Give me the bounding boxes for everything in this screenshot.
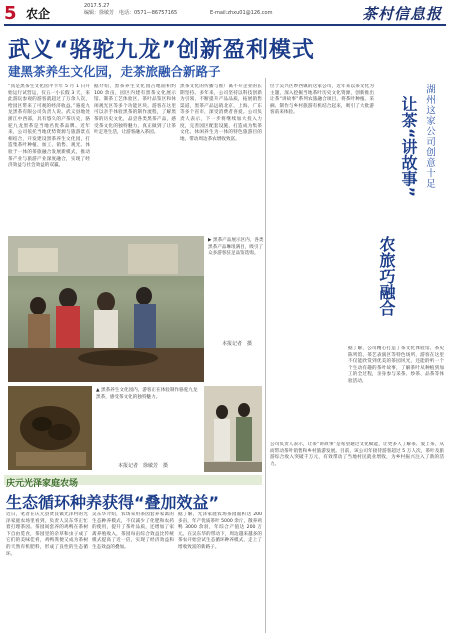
story1-photo-illustration	[8, 236, 204, 382]
story1-photo-tea	[8, 386, 92, 470]
photo-credit-right: 本报记者 摄	[222, 341, 253, 347]
story3-kicker: 湖州这家公司创意十足	[424, 84, 435, 189]
photo-credit-left: 本报记者 徐敏芳 摄	[118, 463, 169, 469]
tea-photo-illustration	[8, 386, 92, 470]
story1-photo-visitors	[8, 236, 204, 382]
issue-date: 2017.5.27	[84, 3, 110, 9]
page-number: 5	[4, 3, 17, 24]
section-name: 农企	[26, 7, 51, 21]
story1-headline: 武义“骆驼九龙”创新盈利模式	[8, 38, 315, 63]
story2-headline: 生态循环种养获得“叠加效益”	[6, 493, 220, 512]
story3-column-a: 据了解，公司精心打造了茶文化体验馆、茶史陈列馆、茶艺表演区等特色场所，游客在这里不仅能欣赏到优美的茶园风光，还能聆听一个个生动有趣的茶叶故事，了解茶叶从种植到加工的全过程，亲身参与采茶、炒茶、品茶等体验活动。	[348, 346, 444, 384]
column-divider	[265, 78, 266, 633]
story3-column-b: 公司负责人表示，让茶“讲故事”是希望通过文化赋能，让更多人了解茶、爱上茶，从而带动茶叶销售和乡村旅游发展。目前，该公司年接待游客超过 5 万人次，茶叶及旅游综合收入突破千万元，有效带动了当地村民就业增收，为乡村振兴注入了新的活力。	[270, 442, 444, 467]
story2-kicker: 庆元光泽家庭农场	[6, 479, 79, 489]
story2-column-2: 吴东华介绍，农场采用茶园套养家禽的生态种养模式，不仅减少了化肥和农药的使用，提升了茶叶品质，还增加了家禽养殖收入，茶园每亩综合效益比传统模式提高了近一倍，实现了经济效益和生态效益的叠加。	[92, 512, 174, 550]
issue-meta	[84, 3, 177, 17]
story2-column-3: 据了解，光泽家庭农场茶园面积达 200 多亩，年产优质茶叶 5000 余斤，散养鸡鸭 3000 余羽，年综合产值达 200 万元。在吴东华的带动下，周边越来越多的茶农开始尝试生态循环种养模式，走上了增收致富的新路子。	[178, 512, 262, 550]
story1-photo-tea-caption: ▲ 黑茶养生文化园内，游客正在体验制作骆驼九龙黑茶，感受茶文化的独特魅力。	[96, 388, 198, 400]
group-photo-illustration	[204, 386, 262, 472]
story1-subheadline: 建黑茶养生文化园，走茶旅融合新路子	[8, 64, 221, 79]
story3-intro: 位于吴兴区妙西镇的这家公司，近年来以茶文化为主题，深入挖掘当地茶叶历史文化资源，创新推出让茶“讲故事”系列农旅融合项目，将茶叶种植、采摘、制作与乡村旅游有机结合起来，吸引了大批游客前来体验。	[270, 84, 374, 116]
story2-column-1: 近日，笔者在庆元县贤良镇光泽村的光泽家庭农场里看到，负责人吴东华正忙着打理茶园。茶园间套养的鸡鸭在茶树下自由觅食，茶园里的杂草和虫子成了它们的美味佳肴，鸡鸭粪便又成为茶树的天然有机肥料，形成了良性的生态循环。	[6, 512, 88, 557]
story1-column-3: 黑茶文化的传播与推广离不开企业的长期坚持。多年来，公司坚持以科技创新为引领，不断提升产品品质，拓展销售渠道，黑茶产品远销北京、上海、广东等多个省市，深受消费者喜爱。公司负责人表示，下一步将继续加大投入力度，完善园区配套设施，打造成为集茶文化、休闲养生为一体的特色旅游目的地，带动周边茶农增收致富。	[180, 84, 262, 142]
editor-email: E-mail:zhxu01@126.com	[210, 10, 273, 16]
page-header	[0, 0, 450, 26]
masthead-logo: 茶村信息报	[361, 5, 442, 23]
header-rule	[4, 24, 446, 26]
story1-photo-caption: ▶ 黑茶产品展示区内，各类黑茶产品琳琅满目，吸引了众多游客驻足品鉴选购。	[208, 238, 264, 257]
story1-column-2: 据介绍，黑茶养生文化园占地面积约 100 余亩，园区内建有黑茶文化展示馆、制茶工艺体验区、茶叶品鉴区和休闲观光区等多个功能区块。游客在这里可以亲手体验黑茶的制作流程，了解黑茶的历史文化，品尝各类黑茶产品，感受茶文化的独特魅力，真正做到了让茶叶走进生活，让游客融入茶园。	[94, 84, 176, 136]
editor-line: 编辑：徐敏芳 电话：0571—86757165	[84, 10, 178, 16]
story1-photo-group	[204, 386, 262, 472]
story3-headline: 让茶“讲故事”	[399, 96, 418, 198]
story1-column-1: “真是黑茶生文化园平卡年 5 月 1 日开始运行试营运，仅五一小长假 3 天，来此游玩参观的游客就超过了万余人次，给园区带来了可观的经济收益。”骆驼九龙黑茶有限公司负责人说。武义县地处浙江中西部，具有悠久的产茶历史，骆驼九龙黑茶是当地名优茶品牌。近年来，公司依托当地优势资源与旅游景点相结合，开发建设黑茶养生文化园，打造集茶叶种植、加工、销售、观光、体验于一体的茶旅融合发展新模式，推动茶产业与旅游产业深度融合，实现了经济效益与社会效益的双赢。	[8, 84, 90, 169]
story3-headline-2: 农旅巧融合	[377, 236, 396, 316]
